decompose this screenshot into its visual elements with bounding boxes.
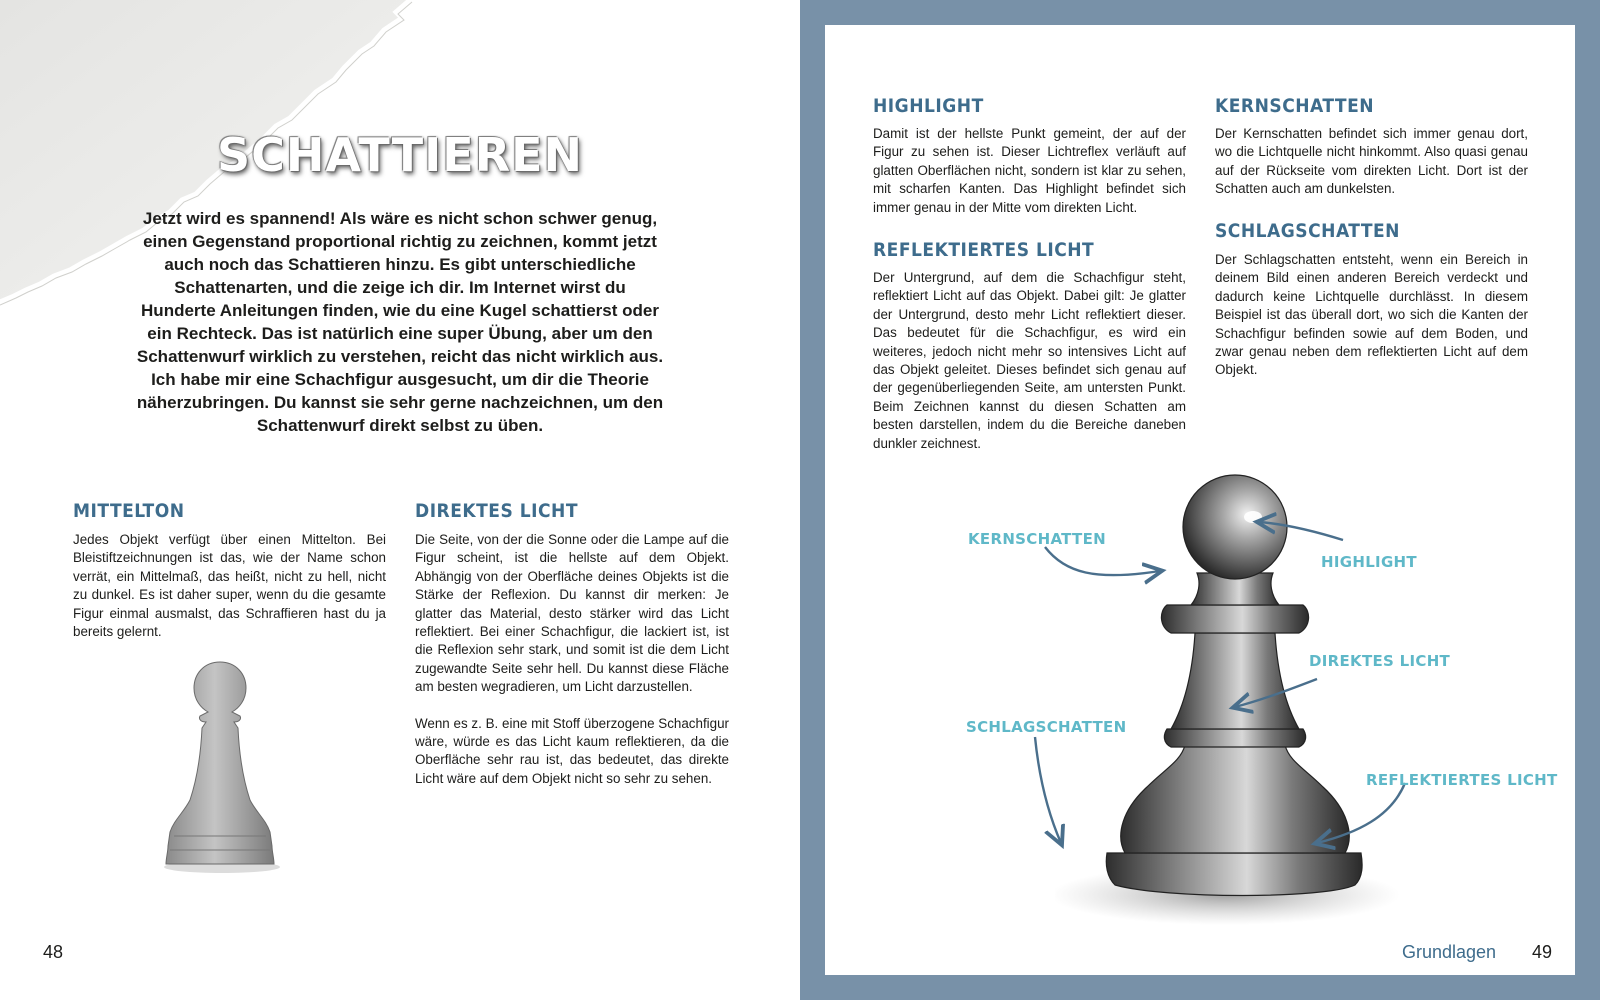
text-direktes-licht-p1: Die Seite, von der die Sonne oder die Lampe auf die Figur scheint, ist die hellste auf dem Objekt. Abhängig von der Oberfläche deines Objekts ist die Stärke der Reflexion. Du kannst dir merken: Je glatter das Material, desto stärker wird das Licht reflektiert. Bei einer Schachfigur, die lackiert ist, ist die Reflexion sehr stark, und somit ist die dem Licht zugewandte Seite sehr hell. Du kannst diese Fläche am besten wegradieren, um Licht darzustellen. [415,532,729,695]
text-schlagschatten: Der Schlagschatten entsteht, wenn ein Bereich in deinem Bild einen anderen Bereich verdeckt und dadurch keine Lichtquelle durchlässt. In diesem Beispiel ist das überall dort, wo sich die Kanten der Schachfigur befinden sowie auf dem Boden, und zwar genau neben dem reflektierten Licht auf dem Objekt. [1215,252,1528,378]
heading-direktes-licht: DIREKTES LICHT [415,500,578,522]
label-highlight: HIGHLIGHT [1321,553,1417,571]
right-page-content [825,25,1575,975]
right-page [800,0,1600,1000]
text-reflektiertes-licht: Der Untergrund, auf dem die Schachfigur steht, reflektiert Licht auf das Objekt. Dabei gilt: Je glatter der Untergrund, desto mehr Licht reflektiert dieser. Das bedeutet für die Schachfigur, es wird ein weiteres, jedoch nicht mehr so intensives Licht auf das Objekt geleitet. Dieses befindet sich genau auf der gegenüberliegenden Seite, am untersten Punkt. Beim Zeichnen kannst du diesen Schatten am besten darstellen, indem du die Bereiche daneben dunkler zeichnest. [873,270,1186,451]
label-reflektiertes-licht: REFLEKTIERTES LICHT [1366,771,1558,789]
annotation-arrows [825,25,1575,975]
arrow-kernschatten [1045,547,1160,575]
text-direktes-licht-p2: Wenn es z. B. eine mit Stoff überzogene Schachfigur wäre, würde es das Licht kaum reflektieren, da die Oberfläche sehr rau ist, das bedeutet, das direkte Licht wäre auf dem Objekt nicht so sehr zu sehen. [415,715,729,786]
heading-highlight: HIGHLIGHT [873,95,984,117]
arrow-schlagschatten [1035,737,1061,843]
intro-paragraph: Jetzt wird es spannend! Als wäre es nicht schon schwer genug, einen Gegenstand proportional richtig zu zeichnen, kommt jetzt auch noch das Schattieren hinzu. Es gibt unterschiedliche Schattenarten, und die zeige ich dir. Im Internet wirst du Hunderte Anleitungen finden, wie du eine Kugel schattierst oder ein Rechteck. Das ist natürlich eine super Übung, aber um den Schattenwurf wirklich zu verstehen, reicht das nicht wirklich aus. Ich habe mir eine Schachfigur ausgesucht, um dir die Theorie näherzubringen. Du kannst sie sehr gerne nachzeichnen, um den Schattenwurf direkt selbst zu üben. [136,209,664,435]
label-kernschatten: KERNSCHATTEN [968,530,1106,548]
arrow-reflektiertes-licht [1317,783,1405,843]
page-title: SCHATTIEREN [216,128,584,182]
arrow-direktes-licht [1235,679,1317,707]
text-direktes-licht [415,531,729,788]
pawn-illustration-small [150,660,290,875]
heading-reflektiertes-licht: REFLEKTIERTES LICHT [873,239,1095,261]
section-name: Grundlagen [1402,942,1497,962]
text-mittelton: Jedes Objekt verfügt über einen Mittelton. Bei Bleistiftzeichnungen ist das, wie der Name schon verrät, ein Mittelmaß, das heißt, nicht zu hell, nicht zu dunkel. Es ist daher super, wenn du die gesamte Figur einmal ausmalst, das Schraffieren hast du ja bereits gelernt. [73,532,386,640]
page-number-right: 49 [1532,942,1553,962]
heading-schlagschatten: SCHLAGSCHATTEN [1215,220,1400,242]
text-highlight: Damit ist der hellste Punkt gemeint, der auf der Figur zu sehen ist. Dieser Lichtreflex verläuft auf glatten Oberflächen nicht, sondern ist klar zu sehen, mit scharfen Kanten. Das Highlight befindet sich immer genau in der Mitte vom direkten Licht. [873,126,1186,215]
heading-kernschatten: KERNSCHATTEN [1215,95,1375,117]
label-direktes-licht: DIREKTES LICHT [1309,652,1451,670]
label-schlagschatten: SCHLAGSCHATTEN [966,718,1127,736]
arrow-highlight [1259,522,1343,540]
text-kernschatten: Der Kernschatten befindet sich immer genau dort, wo die Lichtquelle nicht hinkommt. Also quasi genau auf der Rückseite vom direkten Licht. Dort ist der Schatten auch am dunkelsten. [1215,126,1528,197]
page-number-left: 48 [43,942,64,962]
heading-mittelton: MITTELTON [73,500,185,522]
